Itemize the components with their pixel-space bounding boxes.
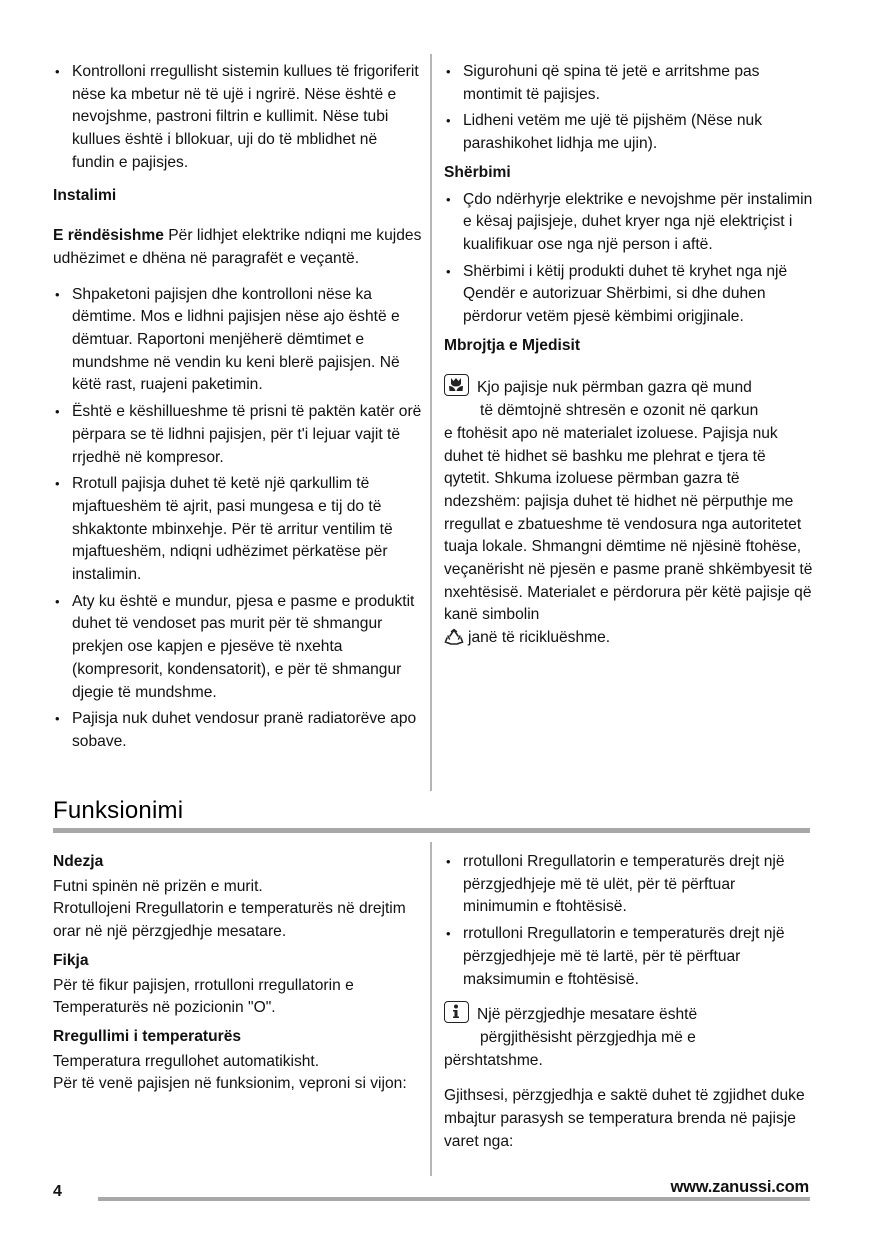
heading-switching-on: Ndezja	[53, 853, 104, 870]
list-item: • Shërbimi i këtij produkti duhet të kryhet nga një Qendër e autorizuar Shërbimi, si dhe duhen përdorur vetëm pjesë këmbimi origjinale.	[444, 261, 814, 329]
heading-installation: Instalimi	[53, 186, 117, 204]
website-link[interactable]: www.zanussi.com	[670, 1178, 809, 1196]
installation-bullet-list-continued	[444, 61, 814, 156]
temperature-text-2: Për të venë pajisjen në funksionim, veproni si vijon:	[53, 1075, 407, 1093]
list-item: • Është e këshillueshme të prisni të paktën katër orë përpara se të lidhni pajisjen, për t'i lejuar vajit të rrjedhë në kompresor.	[53, 401, 423, 469]
recycle-icon	[444, 628, 464, 654]
list-item: • rrotulloni Rregullatorin e temperaturës drejt një përzgjedhjeje më të lartë, për të përftuar maksimumin e ftohtësisë.	[444, 923, 814, 991]
info-icon	[444, 1001, 469, 1023]
page-number: 4	[53, 1183, 62, 1200]
important-text: Për lidhjet elektrike ndiqni me kujdes udhëzimet e dhëna në paragrafët e veçantë.	[53, 227, 422, 267]
info-rest: përshtatshme.	[444, 1051, 543, 1069]
column-divider-bottom	[430, 842, 432, 1176]
heading-temperature-regulation: Rregullimi i temperaturës	[53, 1027, 242, 1045]
temperature-bullet-list	[444, 851, 814, 991]
heading-environment: Mbrojtja e Mjedisit	[444, 336, 581, 354]
list-item: • Shpaketoni pajisjen dhe kontrolloni nëse ka dëmtime. Mos e lidhni pajisjen nëse ajo është e dëmtuar. Raportoni menjëherë dëmtimet e mundshme në vendin ku keni blerë pajisjen. Në këtë rast, ruajeni paketimin.	[53, 284, 423, 398]
heading-switching-off: Fikja	[53, 951, 89, 969]
list-item: • Çdo ndërhyrje elektrike e nevojshme për instalimin e kësaj pajisjeje, duhet kryer nga një elektriçist i kualifikuar ose nga një person i aftë.	[444, 189, 814, 257]
section-rule	[53, 828, 810, 833]
list-item: • Aty ku është e mundur, pjesa e pasme e produktit duhet të vendoset pas murit për të shmangur prekjen ose kapjen e pjesëve të nxehta (kompresorit, kondensatorit), e për të shmangur djegie të mundshme.	[53, 591, 423, 705]
bottom-right-column	[444, 851, 814, 1153]
env-second-line: të dëmtojnë shtresën e ozonit në qarkun	[480, 402, 759, 420]
list-item: • Sigurohuni që spina të jetë e arritshme pas montimit të pajisjes.	[444, 61, 814, 106]
switch-on-text-2: Rrotullojeni Rregullatorin e temperaturës në drejtim orar në një përzgjedhje mesatare.	[53, 900, 406, 941]
env-first-line: Kjo pajisje nuk përmban gazra që mund	[477, 379, 752, 397]
heading-service: Shërbimi	[444, 163, 511, 181]
column-divider-top	[430, 54, 432, 791]
temperature-text-1: Temperatura rregullohet automatikisht.	[53, 1052, 320, 1070]
maintenance-bullet-list	[53, 61, 423, 175]
switch-on-text-1: Futni spinën në prizën e murit.	[53, 877, 263, 895]
switch-off-text: Për të fikur pajisjen, rrotulloni rregullatorin e Temperaturës në pozicionin "O".	[53, 976, 354, 1017]
section-title: Funksionimi	[53, 797, 184, 824]
environment-note	[444, 374, 814, 653]
environment-flower-icon	[444, 374, 469, 396]
list-item: • Pajisja nuk duhet vendosur pranë radiatorëve apo sobave.	[53, 708, 423, 753]
list-item: • Kontrolloni rregullisht sistemin kullues të frigoriferit nëse ka mbetur në të ujë i ngrirë. Nëse është e nevojshme, pastroni filtrin e kullimit. Nëse tubi kullues është i bllokuar, uji do të mblidhet në fundin e pajisjes.	[53, 61, 423, 175]
installation-bullet-list	[53, 284, 423, 754]
service-bullet-list	[444, 189, 814, 329]
important-label: E rëndësishme	[53, 227, 164, 245]
list-item: • rrotulloni Rregullatorin e temperaturës drejt një përzgjedhjeje më të ulët, për të përftuar minimumin e ftohtësisë.	[444, 851, 814, 919]
footer-rule	[98, 1197, 810, 1201]
list-item: • Rrotull pajisja duhet të ketë një qarkullim të mjaftueshëm të ajrit, pasi mungesa e tij do të shkaktonte mbinxehje. Për të arritur ventilim të mjaftueshëm, ndiqni udhëzimet përkatëse për instalimin.	[53, 473, 423, 587]
bottom-left-column	[53, 851, 423, 1096]
important-note	[53, 225, 423, 270]
env-rest: e ftohësit apo në materialet izoluese. Pajisja nuk duhet të hidhet së bashku me plehrat e tjera të qytetit. Shkuma izoluese përmban gazra të ndezshëm: pajisja duhet të hidhet në përputhje me rregullat e zbatueshme të vendosura nga autoritetet tuaja lokale. Shmangni dëmtime në njësinë ftohëse, veçanërisht në pjesën e pasme pranë shkëmbyesit të nxehtësisë. Materialet e përdorura për këtë pajisje që kanë simbolin	[444, 424, 813, 624]
env-end: janë të ricikluëshme.	[468, 629, 611, 647]
list-item: • Lidheni vetëm me ujë të pijshëm (Nëse nuk parashikohet lidhja me ujin).	[444, 110, 814, 155]
closing-text: Gjithsesi, përzgjedhja e saktë duhet të zgjidhet duke mbajtur parasysh se temperatura brenda në pajisje varet nga:	[444, 1087, 805, 1150]
info-second-line: përgjithësisht përzgjedhja më e	[480, 1028, 696, 1046]
info-note	[444, 1001, 814, 1072]
top-left-column	[53, 61, 423, 758]
top-right-column	[444, 61, 814, 654]
info-first-line: Një përzgjedhje mesatare është	[477, 1006, 698, 1024]
